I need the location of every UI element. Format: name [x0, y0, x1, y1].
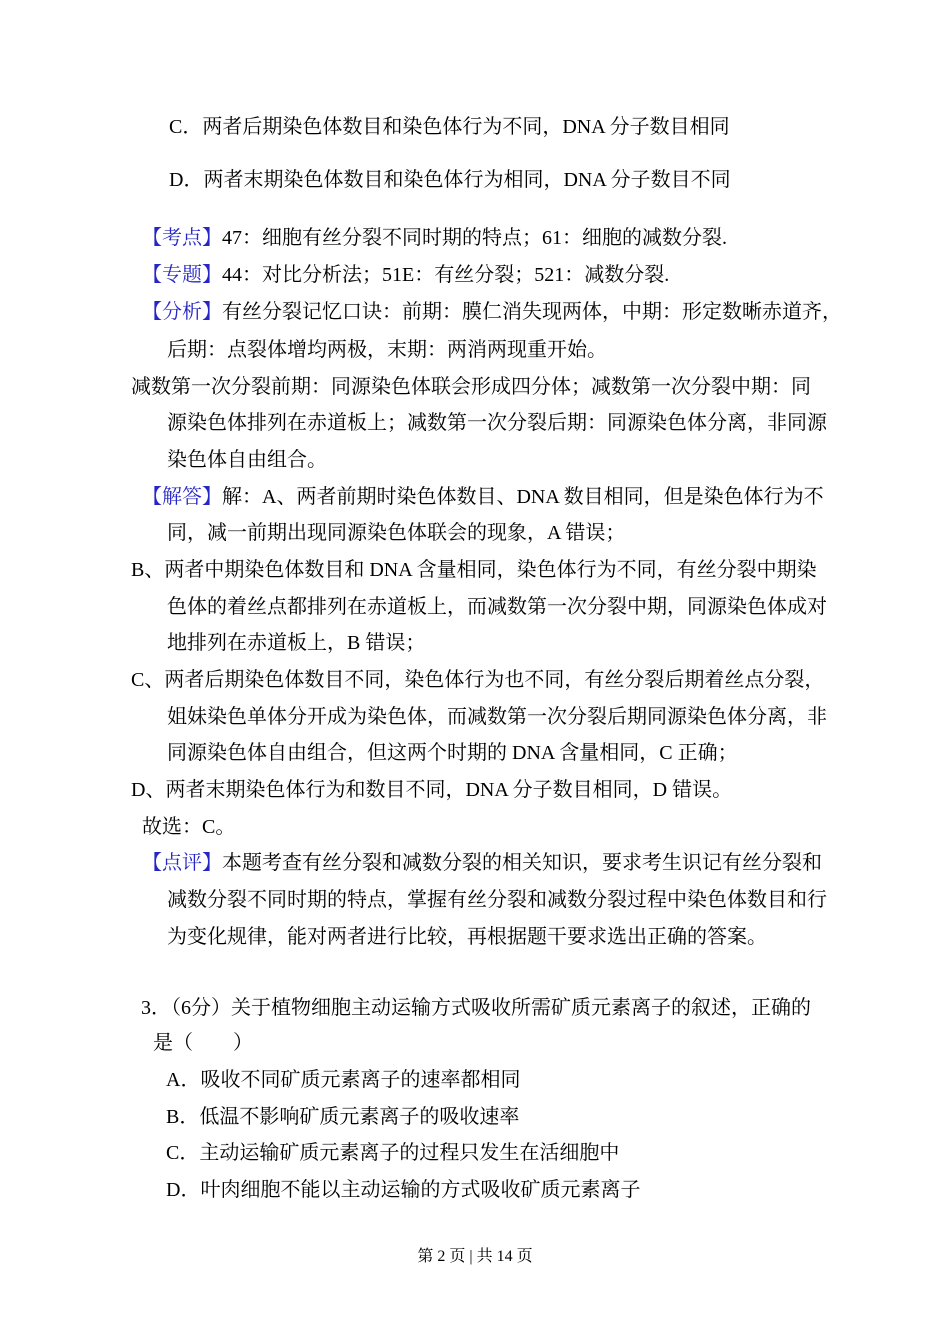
answer-line-9: D、两者末期染色体行为和数目不同，DNA 分子数目相同，D 错误。 — [131, 779, 733, 801]
analysis-line-3: 减数第一次分裂前期：同源染色体联会形成四分体；减数第一次分裂中期：同 — [131, 376, 811, 398]
answer-line-6: C、两者后期染色体数目不同，染色体行为也不同，有丝分裂后期着丝点分裂， — [131, 669, 825, 691]
analysis-line-4: 源染色体排列在赤道板上；减数第一次分裂后期：同源染色体分离，非同源 — [167, 412, 827, 434]
topic-label: 【专题】 — [142, 264, 222, 286]
comment-line-2: 减数分裂不同时期的特点，掌握有丝分裂和减数分裂过程中染色体数目和行 — [167, 889, 827, 911]
q3-option-a: A．吸收不同矿质元素离子的速率都相同 — [166, 1069, 521, 1091]
q2-option-d: D．两者末期染色体数目和染色体行为相同，DNA 分子数目不同 — [169, 169, 731, 191]
page-footer — [0, 1243, 950, 1266]
exam-points-line: 【考点】47：细胞有丝分裂不同时期的特点；61：细胞的减数分裂. — [142, 227, 727, 249]
answer-line-1: 【解答】解：A、两者前期时染色体数目、DNA 数目相同，但是染色体行为不 — [142, 486, 824, 508]
q3-option-d: D．叶肉细胞不能以主动运输的方式吸收矿质元素离子 — [166, 1179, 641, 1201]
answer-line-4: 色体的着丝点都排列在赤道板上，而减数第一次分裂中期，同源染色体成对 — [167, 596, 827, 618]
exam-points-label: 【考点】 — [142, 227, 222, 249]
answer-line-7: 姐妹染色单体分开成为染色体，而减数第一次分裂后期同源染色体分离，非 — [167, 706, 827, 728]
q2-option-c: C．两者后期染色体数目和染色体行为不同，DNA 分子数目相同 — [169, 116, 730, 138]
answer-line-2: 同，减一前期出现同源染色体联会的现象，A 错误； — [167, 522, 626, 544]
q3-stem-line-2: 是（ ） — [153, 1032, 253, 1054]
answer-line-5: 地排列在赤道板上，B 错误； — [167, 632, 426, 654]
analysis-line-1: 【分析】有丝分裂记忆口诀：前期：膜仁消失现两体，中期：形定数晰赤道齐， — [142, 301, 842, 323]
answer-line-3: B、两者中期染色体数目和 DNA 含量相同，染色体行为不同，有丝分裂中期染 — [131, 559, 817, 581]
comment-line-1: 【点评】本题考查有丝分裂和减数分裂的相关知识，要求考生识记有丝分裂和 — [142, 852, 822, 874]
analysis-label: 【分析】 — [142, 301, 222, 323]
analysis-line-5: 染色体自由组合。 — [167, 449, 327, 471]
q3-option-c: C．主动运输矿质元素离子的过程只发生在活细胞中 — [166, 1142, 620, 1164]
page-number-text: 第 2 页 | 共 14 页 — [417, 1248, 533, 1265]
comment-label: 【点评】 — [142, 852, 222, 874]
q3-stem-line-1: 3．（6分）关于植物细胞主动运输方式吸收所需矿质元素离子的叙述，正确的 — [141, 997, 811, 1019]
answer-line-8: 同源染色体自由组合，但这两个时期的 DNA 含量相同，C 正确； — [167, 742, 738, 764]
q3-option-b: B．低温不影响矿质元素离子的吸收速率 — [166, 1106, 520, 1128]
comment-line-3: 为变化规律，能对两者进行比较，再根据题干要求选出正确的答案。 — [167, 926, 767, 948]
analysis-line-2: 后期：点裂体增均两极，末期：两消两现重开始。 — [167, 339, 607, 361]
answer-label: 【解答】 — [142, 486, 222, 508]
answer-conclusion-line: 故选：C。 — [142, 816, 236, 838]
topic-line: 【专题】44：对比分析法；51E：有丝分裂；521：减数分裂. — [142, 264, 670, 286]
